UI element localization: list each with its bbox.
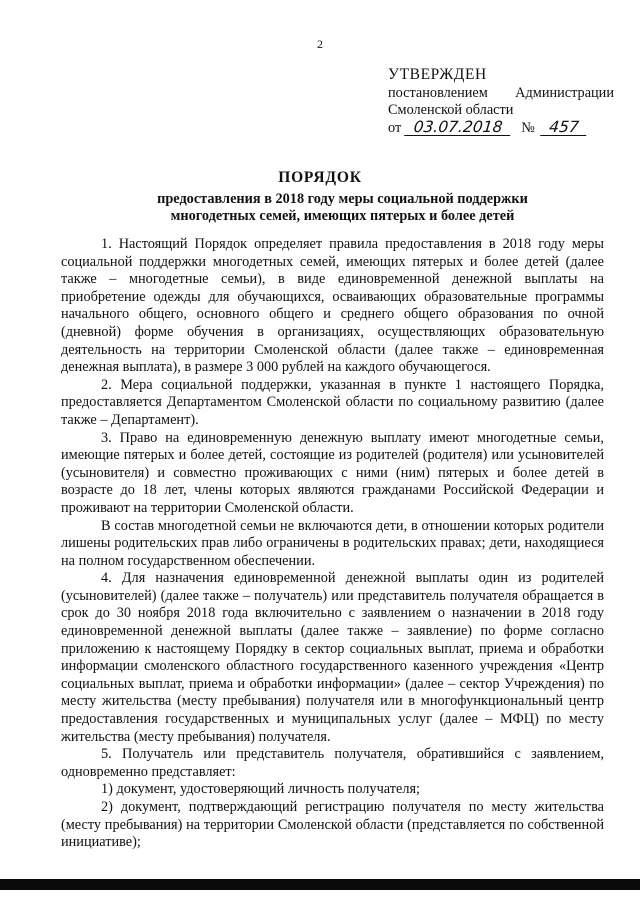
approval-by-line [388,85,614,103]
approval-from-label: от [388,119,402,136]
list-item-2: 2) документ, подтверждающий регистрацию получателя по месту жительства (месту пребывания) на территории Смоленской области (представляется по собственной инициативе); [61,799,604,851]
page-number: 2 [317,37,323,51]
approval-number-label: № [521,119,535,136]
handwritten-date: 03.07.2018 [404,120,512,136]
approval-by-word: постановлением [388,84,488,101]
approval-title: УТВЕРЖДЕН [388,66,487,83]
paragraph-3: 3. Право на единовременную денежную выплату имеют многодетные семьи, имеющие пятерых и более детей, состоящие из родителей (родителя) или усыновителей (усыновителя) и совместно проживающих с ними (ним) пятерых и более детей в возрасте до 18 лет, члены которых являются гражданами Российской Федерации и проживают на территории Смоленской области. [61,429,604,516]
paragraph-4: 4. Для назначения единовременной денежной выплаты один из родителей (усыновителей) (далее также – получатель) или представитель получателя обращается в срок до 30 ноября 2018 года включительно с заявлением о назначении в 2018 году единовременной денежной выплаты (далее также – заявление) по форме согласно приложению к настоящему Порядку в сектор социальных выплат, приема и обработки информации смоленского областного государственного казенного учреждения «Центр социальных выплат, приема и обработки информации» (далее – сектор Учреждения) по месту жительства (месту пребывания) получателя или в многофункциональный центр предоставления государственных и муниципальных услуг (далее – МФЦ) по месту жительства (месту пребывания) получателя. [61,570,604,745]
paragraph-2: 2. Мера социальной поддержки, указанная в пункте 1 настоящего Порядка, предоставляется Департаментом Смоленской области по социальному развитию (далее также – Департамент). [61,376,604,428]
approval-region: Смоленской области [388,102,514,118]
document-subtitle: предоставления в 2018 году меры социальной поддержки многодетных семей, имеющих пятерых и более детей [157,191,528,224]
list-item-1: 1) документ, удостоверяющий личность получателя; [101,781,421,798]
approval-date-line [388,117,614,138]
paragraph-1: 1. Настоящий Порядок определяет правила предоставления в 2018 году меры социальной поддержки многодетных семей, имеющих пятерых и более детей (далее также – многодетные семьи), в виде единовременной денежной выплаты на приобретение одежды для обучающихся, осваивающих образовательные программы начального общего, основного общего и среднего общего образования по очной (дневной) форме обучения в организациях, осуществляющих образовательную деятельность на территории Смоленской области (далее также – единовременная денежная выплата), в размере 3 000 рублей на каждого обучающегося. [61,236,604,376]
scan-edge-bar [0,879,640,890]
paragraph-3-note: В состав многодетной семьи не включаются дети, в отношении которых родители лишены родительских прав либо ограничены в родительских правах; дети, находящиеся на полном государственном обеспечении. [61,517,604,569]
approval-by-org: Администрации [515,84,614,101]
document-body [61,236,604,852]
paragraph-5: 5. Получатель или представитель получателя, обратившийся с заявлением, одновременно представляет: [61,746,604,780]
document-title: ПОРЯДОК [278,169,362,186]
approval-stamp [388,66,614,137]
handwritten-number: 457 [540,120,588,136]
